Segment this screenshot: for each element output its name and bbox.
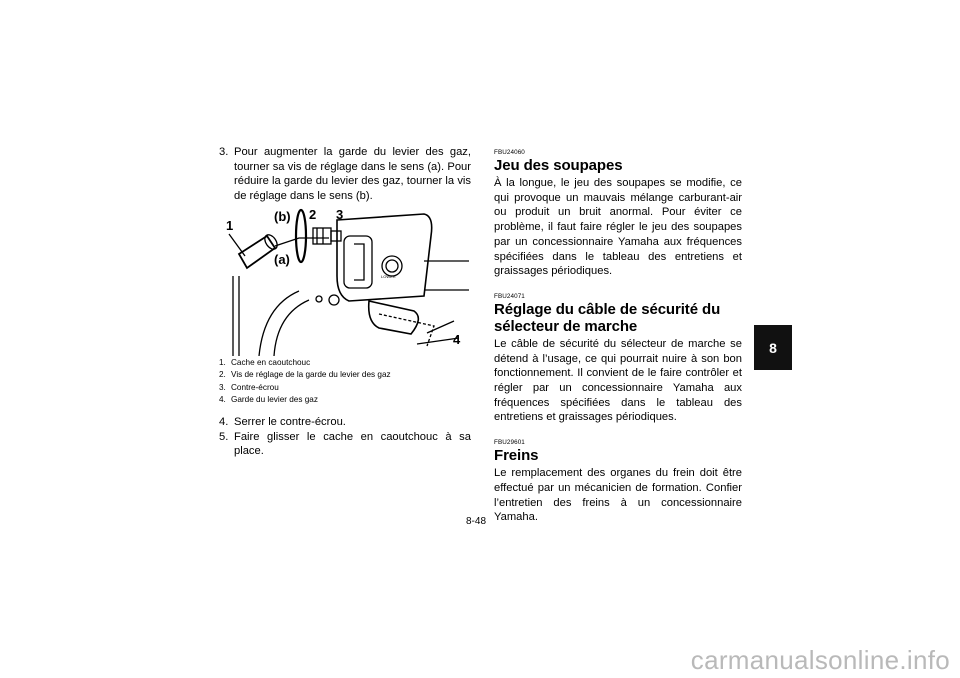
callout-3: 3 — [336, 207, 344, 222]
caption-text: Vis de réglage de la garde du levier des gaz — [231, 370, 391, 380]
step-4 — [219, 415, 471, 430]
caption-text: Garde du levier des gaz — [231, 394, 318, 404]
section-heading: Freins — [494, 447, 539, 465]
step-4-number: 4. — [219, 416, 229, 429]
left-column — [219, 145, 471, 203]
figure-captions — [219, 357, 471, 459]
caption-number: 2. — [219, 370, 226, 380]
section-body: Le câble de sécurité du sélecteur de marche se détend à l’usage, ce qui pourrait nuire à son bon fonctionnement. Il convient de le faire contrôler et régler par un concessionnaire Yamaha aux fréquences spécifiées dans le tableau des entretiens et graissages périodiques. — [494, 337, 742, 424]
page-number: 8-48 — [466, 516, 487, 527]
step-5-number: 5. — [219, 430, 229, 443]
section-code: FBU24071 — [494, 292, 525, 300]
section-code: FBU24060 — [494, 149, 525, 156]
step-3-number: 3. — [219, 146, 229, 158]
callout-b: (b) — [274, 209, 291, 224]
throttle-lever-figure — [219, 206, 469, 356]
callout-4: 4 — [453, 332, 461, 347]
throttle-lever-illustration — [219, 206, 469, 356]
caption-number: 1. — [219, 358, 226, 367]
caption-item — [219, 394, 471, 406]
step-3 — [219, 145, 471, 203]
section-heading: Jeu des soupapes — [494, 157, 623, 174]
section-code: FBU29601 — [494, 439, 525, 447]
caption-text: Cache en caoutchouc — [231, 358, 311, 367]
step-4-text: Serrer le contre-écrou. — [234, 416, 346, 429]
callout-2: 2 — [309, 207, 317, 222]
section-body: Le remplacement des organes du frein doit être effectué par un mécanicien de formation. Confier l’entretien des freins à un concessionnaire Yamaha. — [494, 467, 742, 524]
right-column — [494, 145, 742, 525]
chapter-tab: 8 — [754, 325, 792, 370]
caption-number: 3. — [219, 382, 226, 392]
watermark: carmanualsonline.info — [690, 645, 950, 675]
section-valve-clearance — [494, 149, 742, 279]
caption-number: 4. — [219, 394, 226, 404]
caption-item — [219, 369, 471, 381]
caption-item — [219, 357, 471, 369]
step-5 — [219, 430, 471, 459]
caption-text: Contre-écrou — [231, 382, 279, 392]
caption-item — [219, 382, 471, 394]
section-heading: Réglage du câble de sécurité du sélecteur de marche — [494, 300, 721, 335]
knob-lower-text: LOWER — [381, 274, 396, 279]
step-3-text: Pour augmenter la garde du levier des gaz, tourner sa vis de réglage dans le sens (a). Pour réduire la garde du levier des gaz, tourner la vis de réglage dans le sens (b). — [234, 146, 471, 202]
step-5-text: Faire glisser le cache en caoutchouc à sa place. — [234, 430, 471, 458]
callout-a: (a) — [274, 252, 290, 267]
callout-1: 1 — [226, 218, 234, 233]
section-shift-cable — [494, 293, 742, 425]
section-brakes — [494, 439, 742, 525]
section-body: À la longue, le jeu des soupapes se modifie, ce qui provoque un mauvais mélange carburant-air ou produit un bruit anormal. Pour éviter ce problème, il faut faire régler le jeu des soupapes par un concessionnaire Yamaha aux fréquences spécifiées dans le tableau des entretiens et graissages périodiques. — [494, 177, 742, 278]
